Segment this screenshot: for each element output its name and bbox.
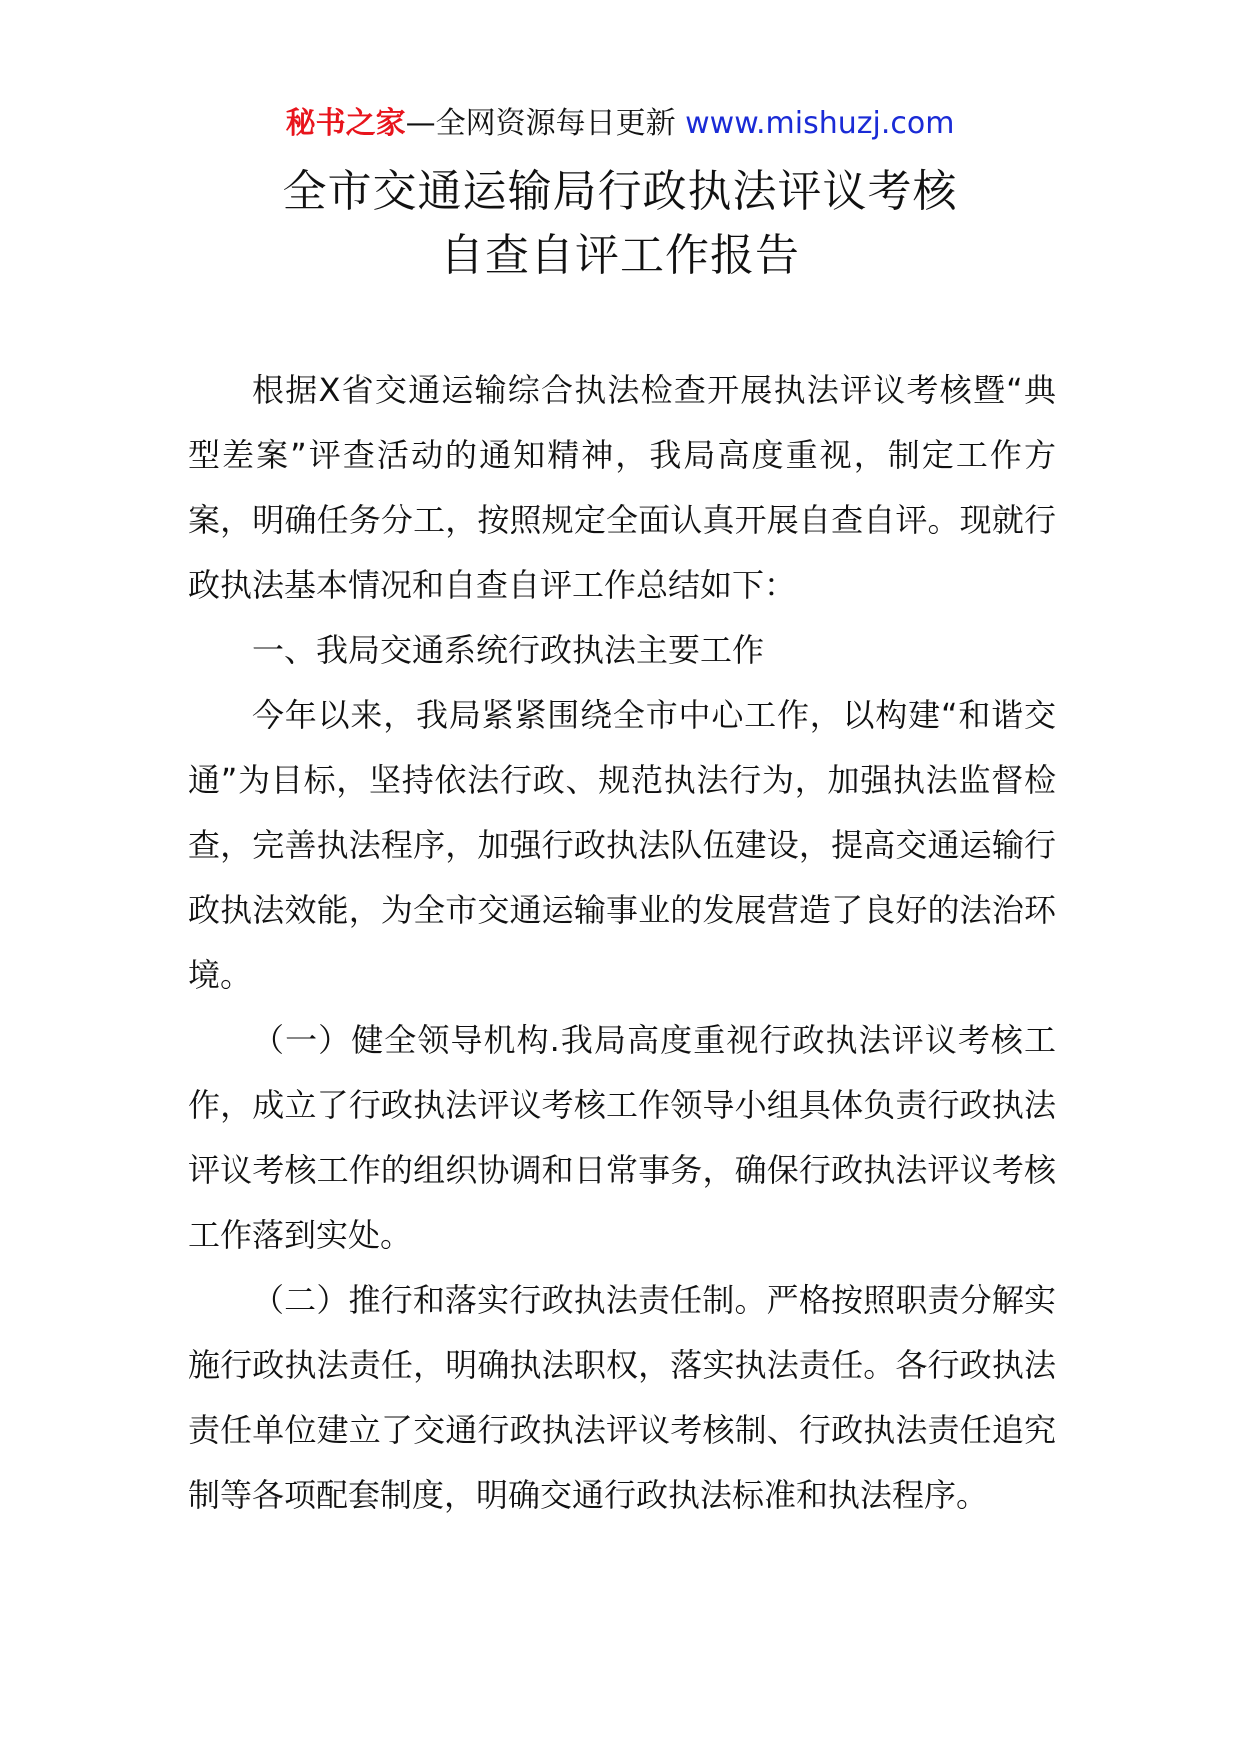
paragraph-item-1: （一）健全领导机构.我局高度重视行政执法评议考核工作，成立了行政执法评议考核工作领导小组具体负责行政执法评议考核工作的组织协调和日常事务，确保行政执法评议考核工作落到实处。 — [188, 1021, 1056, 1254]
site-header — [0, 102, 1240, 146]
paragraph-intro: 根据X省交通运输综合执法检查开展执法评议考核暨“典型差案”评查活动的通知精神，我局高度重视，制定工作方案，明确任务分工，按照规定全面认真开展自查自评。现就行政执法基本情况和自查自评工作总结如下： — [188, 371, 1056, 604]
site-url-link[interactable]: www.mishuzj.com — [685, 106, 955, 141]
title-line-1: 全市交通运输局行政执法评议考核 — [282, 166, 958, 217]
document-title — [0, 160, 1240, 288]
title-line-2: 自查自评工作报告 — [440, 230, 800, 281]
site-brand: 秘书之家 — [285, 106, 406, 141]
paragraph-overview: 今年以来，我局紧紧围绕全市中心工作，以构建“和谐交通”为目标，坚持依法行政、规范执法行为，加强执法监督检查，完善执法程序，加强行政执法队伍建设，提高交通运输行政执法效能，为全市交通运输事业的发展营造了良好的法治环境。 — [188, 696, 1056, 994]
paragraph-item-2: （二）推行和落实行政执法责任制。严格按照职责分解实施行政执法责任，明确执法职权，落实执法责任。各行政执法责任单位建立了交通行政执法评议考核制、行政执法责任追究制等各项配套制度，明确交通行政执法标准和执法程序。 — [188, 1281, 1056, 1514]
section-heading-1: 一、我局交通系统行政执法主要工作 — [252, 631, 765, 669]
document-body — [188, 358, 1056, 1528]
site-tagline: —全网资源每日更新 — [405, 106, 686, 141]
